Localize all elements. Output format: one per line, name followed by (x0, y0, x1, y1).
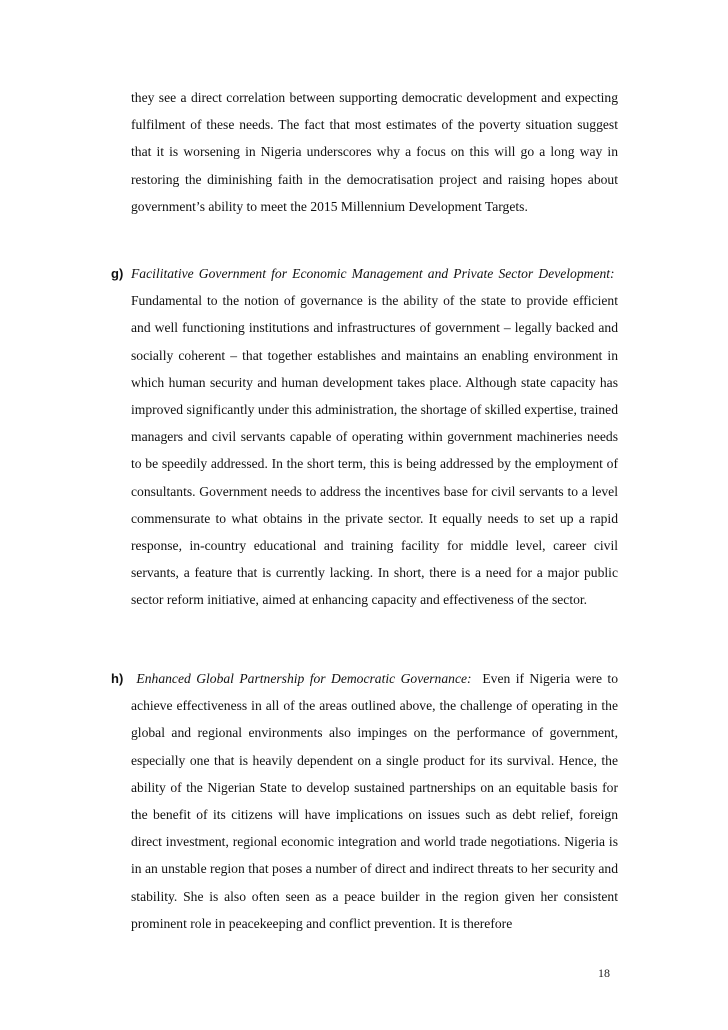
section-h-heading: Enhanced Global Partnership for Democratic Governance: (136, 671, 472, 686)
section-g-body: Fundamental to the notion of governance is the ability of the state to provide efficient and well functioning institutions and infrastructures of government – legally backed and socially coherent – that together establishes and maintains an enabling environment in which human security and human development takes place. Although state capacity has improved significantly under this administration, the shortage of skilled expertise, trained managers and civil servants capable of operating within government machineries needs to be speedily addressed. In the short term, this is being addressed by the employment of consultants. Government needs to address the incentives base for civil servants to a level commensurate to what obtains in the private sector. It equally needs to set up a rapid response, in-country educational and training facility for middle level, career civil servants, a feature that is currently lacking. In short, there is a need for a major public sector reform initiative, aimed at enhancing capacity and effectiveness of the sector. (131, 293, 618, 608)
section-g-marker: g) (111, 266, 124, 281)
intro-paragraph (131, 84, 618, 220)
page-number: 18 (598, 966, 610, 980)
section-g-paragraph (131, 260, 618, 614)
section-h-body: Even if Nigeria were to achieve effectiveness in all of the areas outlined above, the challenge of operating in the global and regional environments also impinges on the performance of government, especially one that is heavily dependent on a single product for its survival. Hence, the ability of the Nigerian State to develop sustained partnerships on an equitable basis for the benefit of its citizens will have implications on issues such as debt relief, foreign direct investment, regional economic integration and world trade negotiations. Nigeria is in an unstable region that poses a number of direct and indirect threats to her security and stability. She is also often seen as a peace builder in the region given her consistent prominent role in peacekeeping and conflict prevention. It is therefore (131, 671, 619, 931)
section-h-paragraph (131, 665, 618, 937)
intro-text: they see a direct correlation between supporting democratic development and expecting fulfilment of these needs. The fact that most estimates of the poverty situation suggest that it is worsening in Nigeria underscores why a focus on this will go a long way in restoring the diminishing faith in the democratisation project and raising hopes about government’s ability to meet the 2015 Millennium Development Targets. (131, 90, 618, 214)
section-g-heading: Facilitative Government for Economic Management and Private Sector Development: (131, 266, 615, 281)
section-h-marker: h) (111, 671, 124, 686)
